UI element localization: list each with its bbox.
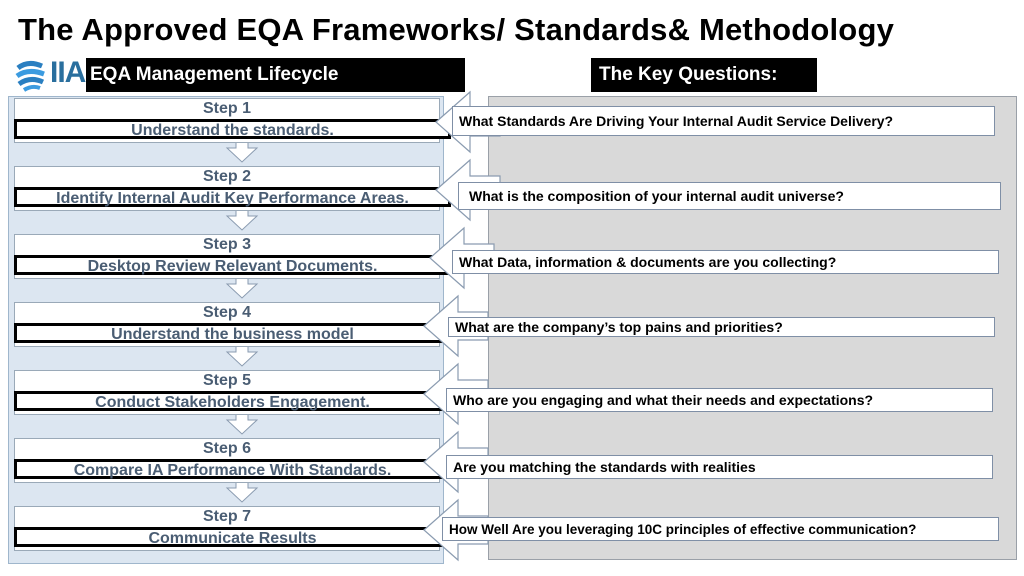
step-label: Conduct Stakeholders Engagement. xyxy=(14,391,451,411)
step-label: Understand the business model xyxy=(14,323,451,343)
question-5: Who are you engaging and what their needs and expectations? xyxy=(446,388,993,412)
step-label: Identify Internal Audit Key Performance Areas. xyxy=(14,187,451,207)
question-4: What are the company’s top pains and priorities? xyxy=(448,317,995,337)
key-questions-header: The Key Questions: xyxy=(591,58,817,92)
step-label: Desktop Review Relevant Documents. xyxy=(14,255,451,275)
lifecycle-header: EQA Management Lifecycle xyxy=(86,58,465,92)
step-number: Step 6 xyxy=(202,440,251,457)
step-number: Step 4 xyxy=(202,304,251,321)
question-7: How Well Are you leveraging 10C principles of effective communication? xyxy=(442,517,999,541)
question-1: What Standards Are Driving Your Internal Audit Service Delivery? xyxy=(452,106,995,136)
page-title: The Approved EQA Frameworks/ Standards& Methodology xyxy=(18,12,895,47)
step-number: Step 5 xyxy=(202,372,251,389)
step-label: Communicate Results xyxy=(14,527,451,547)
step-label: Compare IA Performance With Standards. xyxy=(14,459,451,479)
step-number: Step 7 xyxy=(202,508,251,525)
question-6: Are you matching the standards with realities xyxy=(446,455,993,479)
step-number: Step 2 xyxy=(202,168,251,185)
step-number: Step 3 xyxy=(202,236,251,253)
step-number: Step 1 xyxy=(202,100,251,117)
question-3: What Data, information & documents are you collecting? xyxy=(452,250,999,274)
question-2: What is the composition of your internal audit universe? xyxy=(458,182,1001,210)
step-label: Understand the standards. xyxy=(14,119,451,139)
logo-text: IIA xyxy=(50,56,86,89)
